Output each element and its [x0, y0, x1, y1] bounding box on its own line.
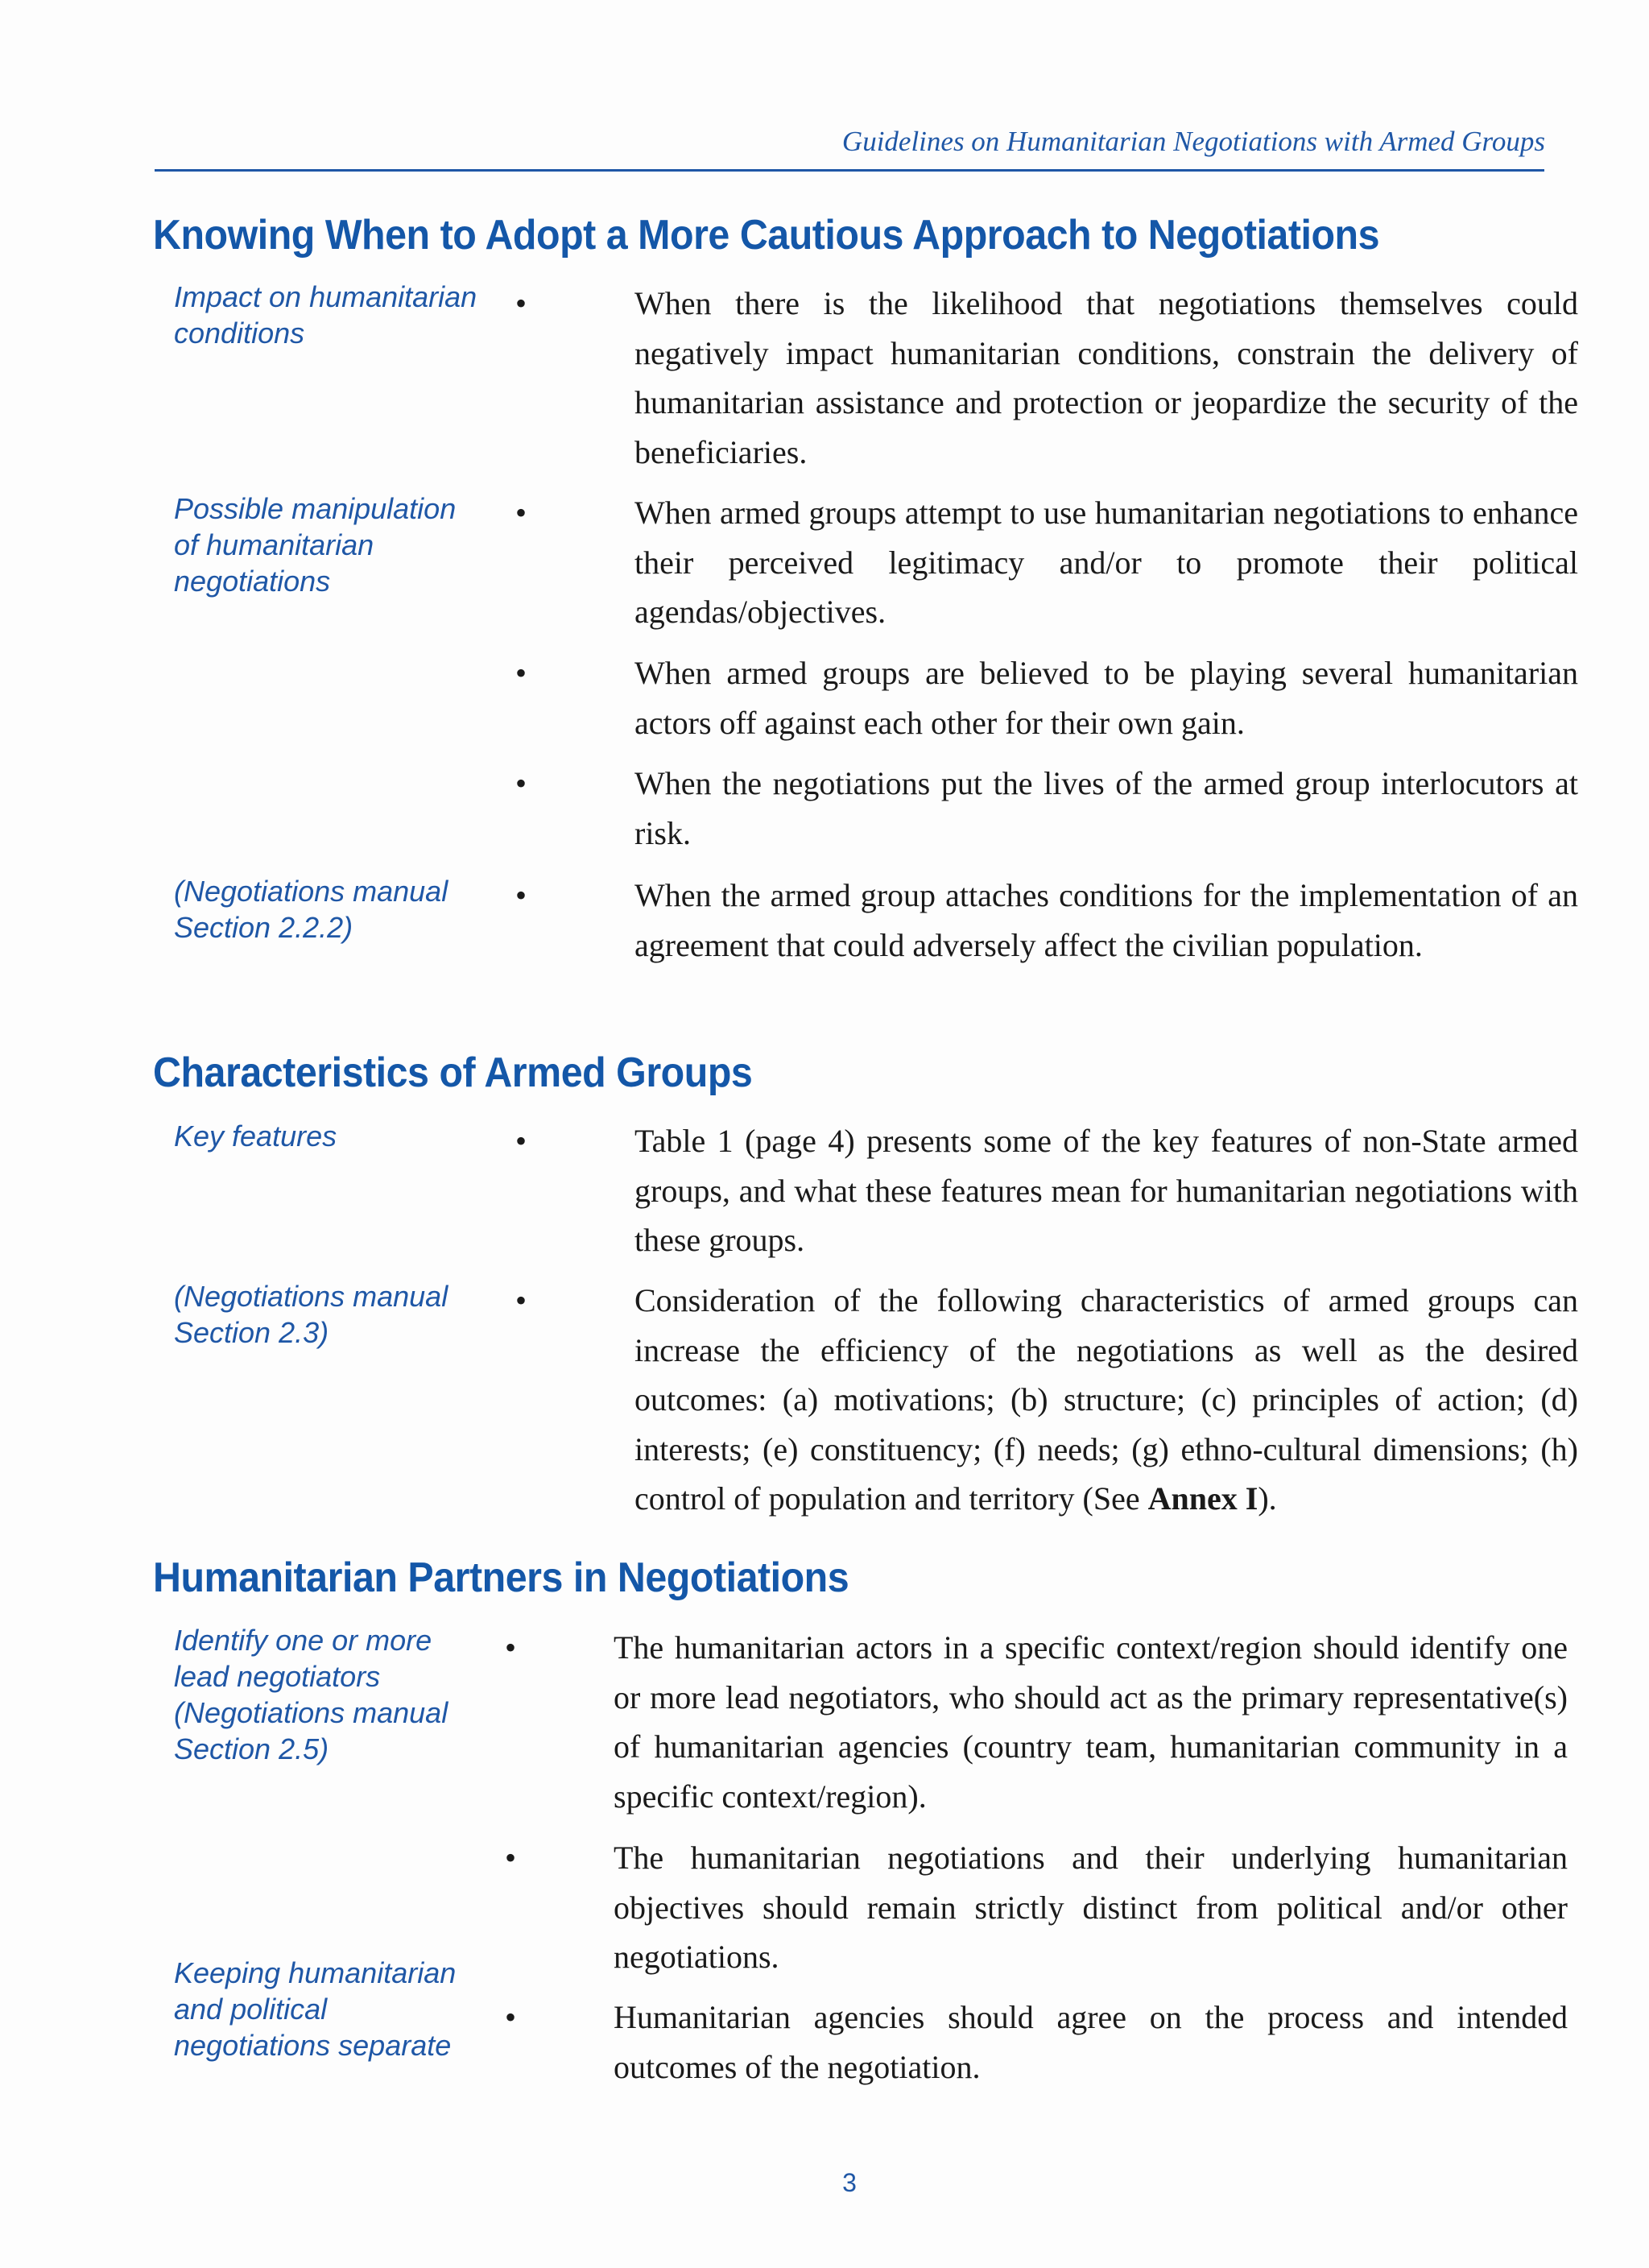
margin-note-impact: Impact on humanitarian conditions	[174, 280, 477, 350]
margin-note-manual-ref: (Negotiations manual Section 2.3)	[174, 1280, 448, 1349]
bullet: •	[515, 495, 527, 531]
list-item-text: When the negotiations put the lives of the armed group interlocutors at risk.	[634, 765, 1578, 851]
list-item-text: Humanitarian agencies should agree on the process and intended outcomes of the negotiation.	[614, 1999, 1568, 2085]
list-item-text: When there is the likelihood that negotiations themselves could negatively impact humanitarian conditions, constrain the delivery of humanitarian assistance and protection or jeopardize the security of the beneficiaries.	[634, 285, 1578, 470]
bullet: •	[505, 1999, 517, 2035]
bullet: •	[515, 877, 527, 913]
bullet: •	[515, 765, 527, 801]
bullet: •	[515, 655, 527, 691]
list-item-text-part: ).	[1258, 1480, 1277, 1517]
list-item-text: When armed groups are believed to be playing several humanitarian actors off against each other for their own gain.	[634, 655, 1578, 741]
list-item-text: When the armed group attaches conditions for the implementation of an agreement that could adversely affect the civilian population.	[634, 877, 1578, 963]
margin-note-keep-separate: Keeping humanitarian and political negotiations separate	[174, 1956, 457, 2062]
section-title-partners: Humanitarian Partners in Negotiations	[153, 1554, 849, 1601]
bullet: •	[515, 1123, 527, 1159]
list-item-text-part: Consideration of the following characteristics of armed groups can increase the efficiency of the negotiations as well as the desired outcomes: (a) motivations; (b) structure; (c) principles of action; (d) interests; (e) constituency; (f) needs; (g) ethno-cultural dimensions; (h) control of population and territory (See	[634, 1282, 1578, 1517]
bullet: •	[515, 285, 527, 321]
running-header: Guidelines on Humanitarian Negotiations with Armed Groups	[841, 126, 1545, 157]
bullet: •	[515, 1282, 527, 1318]
header-rule	[155, 169, 1544, 172]
page-number: 3	[842, 2168, 857, 2197]
list-item-text: The humanitarian negotiations and their underlying humanitarian objectives should remain strictly distinct from political and/or other negotiations.	[614, 1840, 1568, 1975]
list-item-text: When armed groups attempt to use humanitarian negotiations to enhance their perceived legitimacy and/or to promote their political agendas/objectives.	[634, 495, 1578, 630]
margin-note-manipulation: Possible manipulation of humanitarian negotiations	[174, 492, 457, 598]
bullet: •	[505, 1840, 517, 1876]
annex-reference: Annex I	[1147, 1480, 1258, 1517]
section-title-cautious-approach: Knowing When to Adopt a More Cautious Approach to Negotiations	[153, 212, 1380, 259]
section-title-characteristics: Characteristics of Armed Groups	[153, 1049, 753, 1096]
margin-note-key-features: Key features	[174, 1120, 337, 1153]
list-item-text	[634, 1276, 1578, 1524]
list-item-text: Table 1 (page 4) presents some of the key features of non-State armed groups, and what these features mean for humanitarian negotiations with these groups.	[634, 1123, 1578, 1258]
bullet: •	[505, 1629, 517, 1666]
margin-note-lead-negotiators: Identify one or more lead negotiators (Negotiations manual Section 2.5)	[174, 1624, 448, 1765]
margin-note-manual-ref: (Negotiations manual Section 2.2.2)	[174, 875, 448, 944]
list-item-text: The humanitarian actors in a specific context/region should identify one or more lead negotiators, who should act as the primary representative(s) of humanitarian agencies (country team, humanitarian community in a specific context/region).	[614, 1629, 1568, 1815]
